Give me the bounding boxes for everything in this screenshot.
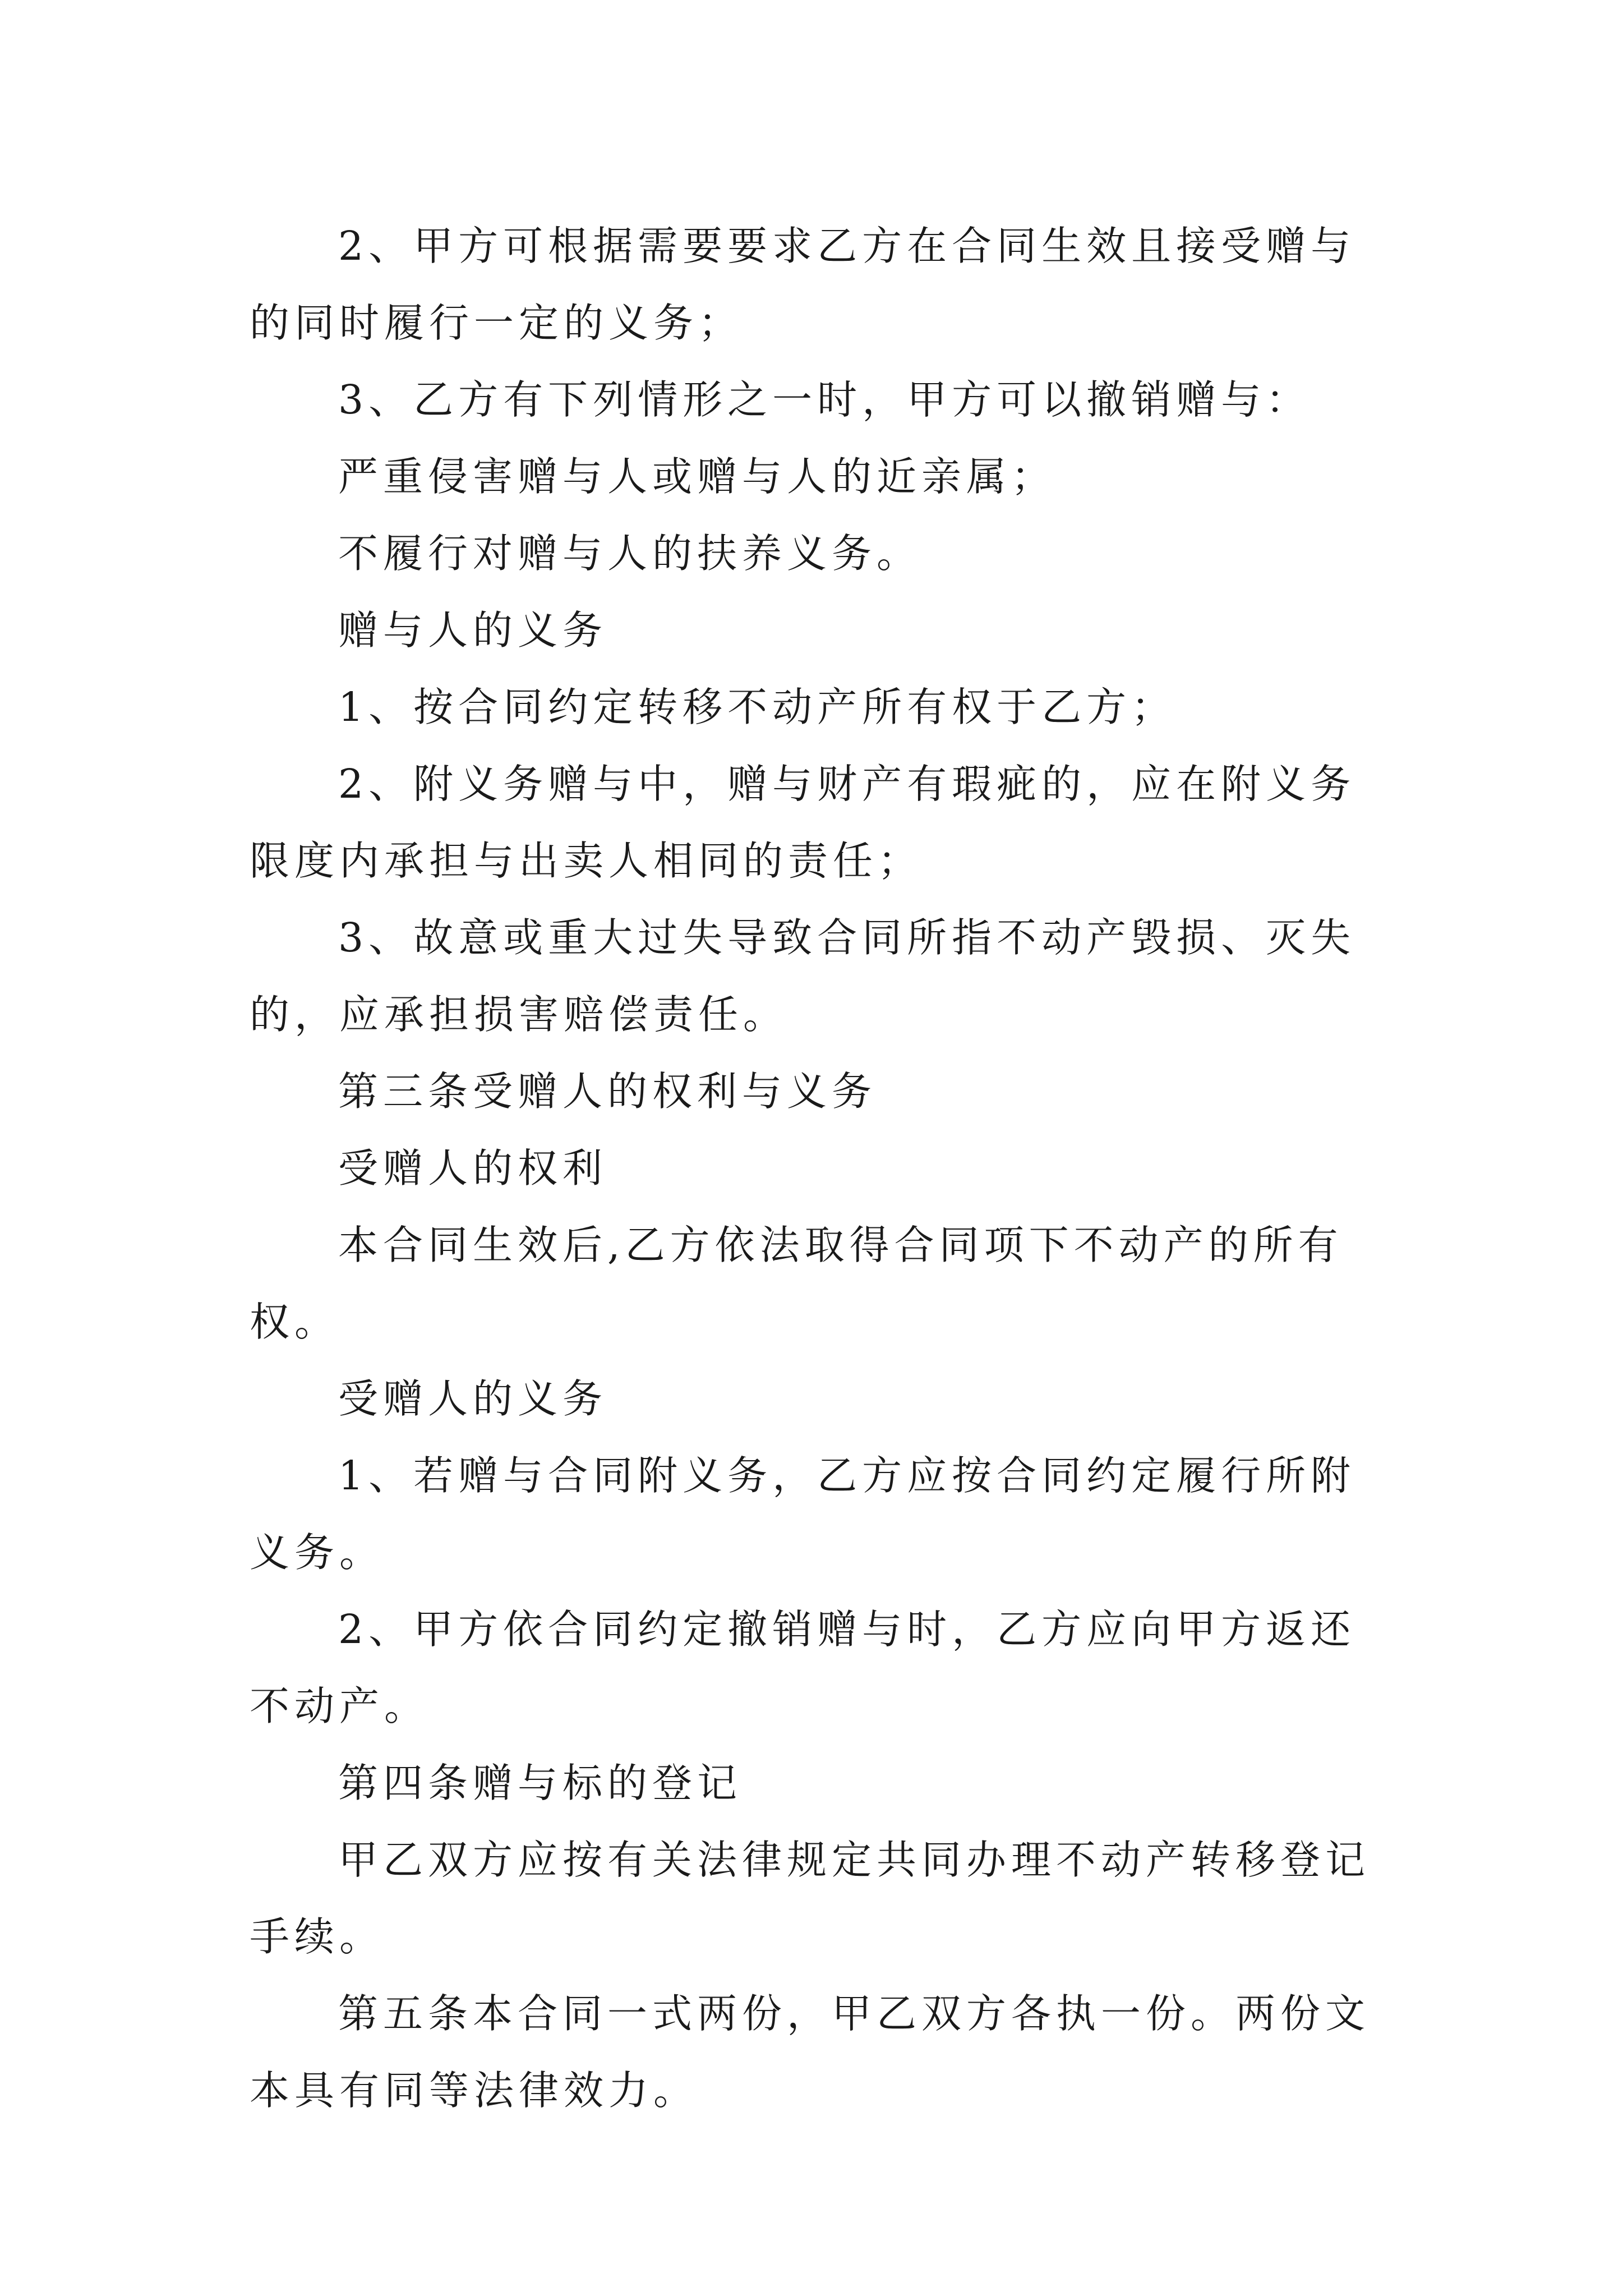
heading-donee-obligations: 受赠人的义务 <box>338 1375 608 1422</box>
paragraph-registration: 甲乙双方应按有关法律规定共同办理不动产转移登记手续。 <box>250 1837 1371 1960</box>
heading-article-4: 第四条赠与标的登记 <box>338 1760 743 1806</box>
paragraph-donor-obligation-3: 3、故意或重大过失导致合同所指不动产毁损、灭失的，应承担损害赔偿责任。 <box>250 914 1356 1038</box>
heading-article-3: 第三条受赠人的权利与义务 <box>338 1068 877 1115</box>
heading-donor-obligations: 赠与人的义务 <box>338 607 608 654</box>
paragraph-donee-right: 本合同生效后,乙方依法取得合同项下不动产的所有权。 <box>250 1222 1343 1345</box>
paragraph-revocation-conditions: 3、乙方有下列情形之一时，甲方可以撤销赠与： <box>338 376 1311 423</box>
paragraph-donee-obligation-1: 1、若赠与合同附义务，乙方应按合同约定履行所附义务。 <box>250 1452 1356 1576</box>
paragraph-revocation-item-2: 不履行对赠与人的扶养义务。 <box>338 530 922 577</box>
paragraph-donor-obligation-2: 2、附义务赠与中，赠与财产有瑕疵的，应在附义务限度内承担与出卖人相同的责任； <box>250 761 1356 884</box>
paragraph-revocation-item-1: 严重侵害赠与人或赠与人的近亲属； <box>338 453 1057 500</box>
paragraph-donor-obligation-1: 1、按合同约定转移不动产所有权于乙方； <box>338 684 1177 730</box>
paragraph-obligation-2: 2、甲方可根据需要要求乙方在合同生效且接受赠与的同时履行一定的义务； <box>250 223 1356 346</box>
paragraph-article-5: 第五条本合同一式两份，甲乙双方各执一份。两份文本具有同等法律效力。 <box>250 1990 1371 2114</box>
heading-donee-rights: 受赠人的权利 <box>338 1145 608 1191</box>
paragraph-donee-obligation-2: 2、甲方依合同约定撤销赠与时，乙方应向甲方返还不动产。 <box>250 1606 1356 1729</box>
document-body <box>250 208 1394 2129</box>
